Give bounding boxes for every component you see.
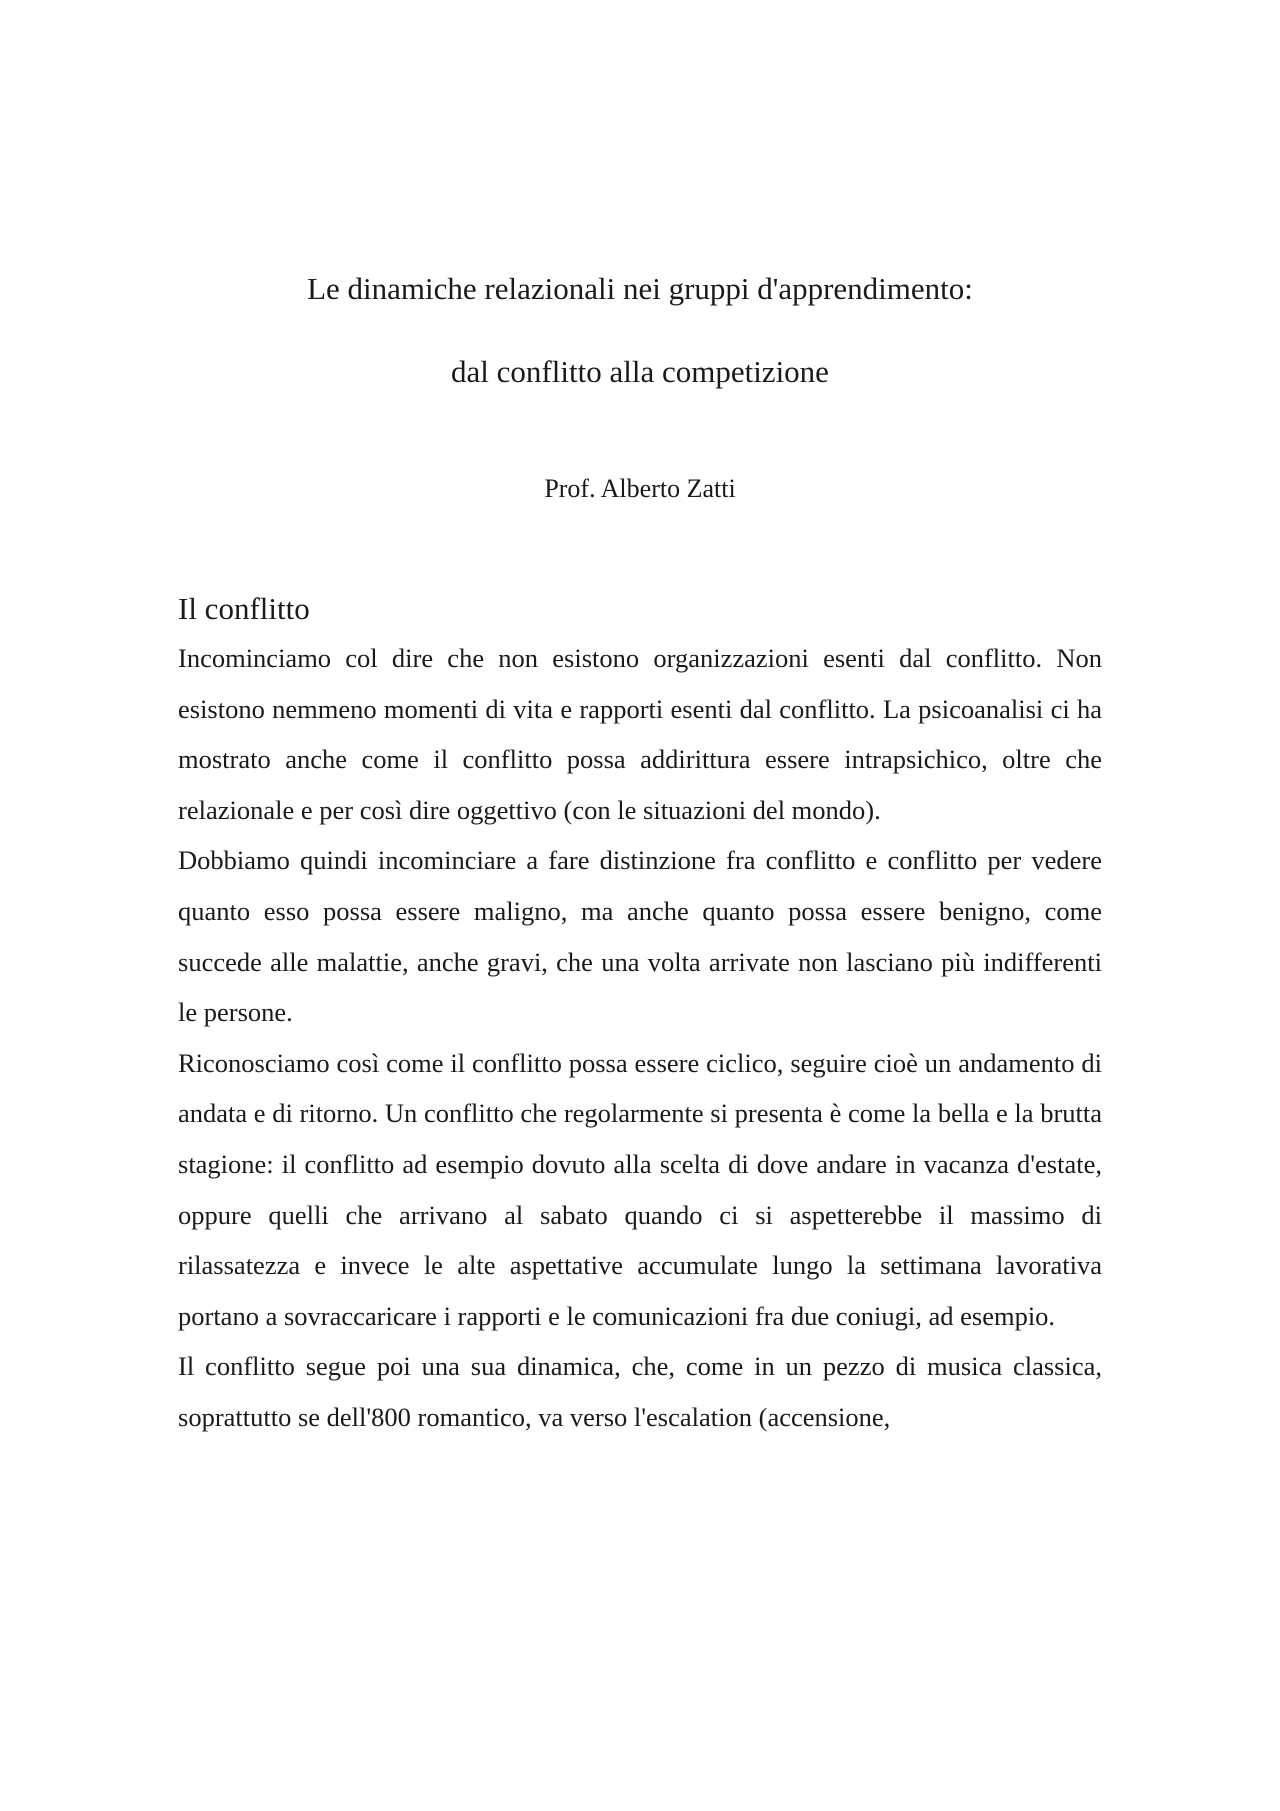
- paragraph: Riconosciamo così come il conflitto possa essere ciclico, seguire cioè un andamento di andata e di ritorno. Un conflitto che regolarmente si presenta è come la bella e la brutta stagione: il conflitto ad esempio dovuto alla scelta di dove andare in vacanza d'estate, oppure quelli che arrivano al sabato quando ci si aspetterebbe il massimo di rilassatezza e invece le alte aspettative accumulate lungo la settimana lavorativa portano a sovraccaricare i rapporti e le comunicazioni fra due coniugi, ad esempio.: [178, 1047, 1102, 1331]
- document-title-line-1: Le dinamiche relazionali nei gruppi d'apprendimento:: [307, 271, 973, 306]
- paragraph: Incominciamo col dire che non esistono organizzazioni esenti dal conflitto. Non esistono nemmeno momenti di vita e rapporti esenti dal conflitto. La psicoanalisi ci ha mostrato anche come il conflitto possa addirittura essere intrapsichico, oltre che relazionale e per così dire oggettivo (con le situazioni del mondo).: [178, 643, 1102, 825]
- author-name: Prof. Alberto Zatti: [544, 474, 736, 503]
- paragraph: Dobbiamo quindi incominciare a fare distinzione fra conflitto e conflitto per vedere quanto esso possa essere maligno, ma anche quanto possa essere benigno, come succede alle malattie, anche gravi, che una volta arrivate non lasciano più indifferenti le persone.: [178, 845, 1102, 1028]
- paragraph: Il conflitto segue poi una sua dinamica, che, come in un pezzo di musica classica, soprattutto se dell'800 romantico, va verso l'escalation (accensione,: [178, 1351, 1102, 1432]
- section-heading: Il conflitto: [178, 591, 310, 626]
- document-title-line-2: dal conflitto alla competizione: [451, 354, 829, 389]
- body-text: [178, 633, 1102, 1443]
